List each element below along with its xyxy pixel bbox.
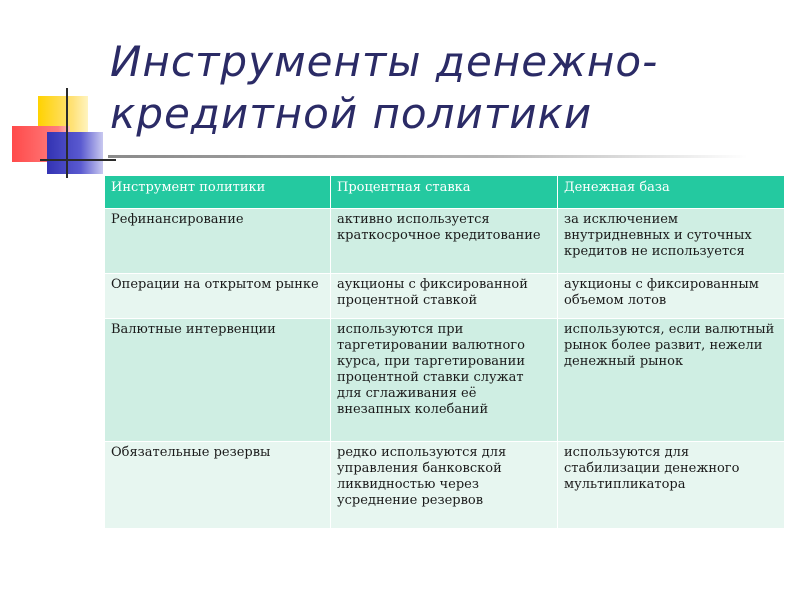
header-instrument: Инструмент политики	[105, 176, 331, 209]
header-interest-rate: Процентная ставка	[331, 176, 558, 209]
cell-base: за исключением внутридневных и суточных кредитов не используется	[558, 209, 785, 274]
cell-instrument: Рефинансирование	[105, 209, 331, 274]
cell-base: используются для стабилизации денежного мультипликатора	[558, 442, 785, 529]
cell-instrument: Обязательные резервы	[105, 442, 331, 529]
cell-rate: используются при таргетировании валютного курса, при таргетировании процентной ставки служат для сглаживания её внезапных колебаний	[331, 319, 558, 442]
decorative-squares-logo	[0, 0, 120, 190]
logo-vertical-line	[66, 88, 68, 178]
header-money-base: Денежная база	[558, 176, 785, 209]
cell-rate: аукционы с фиксированной процентной ставкой	[331, 274, 558, 319]
cell-rate: редко используются для управления банковской ликвидностью через усреднение резервов	[331, 442, 558, 529]
cell-instrument: Валютные интервенции	[105, 319, 331, 442]
logo-horizontal-line	[40, 159, 116, 161]
cell-instrument: Операции на открытом рынке	[105, 274, 331, 319]
table-row	[105, 274, 785, 319]
slide-title: Инструменты денежно-кредитной политики	[110, 37, 659, 138]
table-row	[105, 319, 785, 442]
instruments-table-wrapper	[104, 175, 784, 529]
blue-square	[47, 132, 103, 174]
instruments-table	[104, 175, 785, 529]
cell-base: аукционы с фиксированным объемом лотов	[558, 274, 785, 319]
table-row	[105, 209, 785, 274]
table-row	[105, 442, 785, 529]
title-underline	[108, 155, 748, 158]
cell-rate: активно используется краткосрочное кредитование	[331, 209, 558, 274]
cell-base: используются, если валютный рынок более развит, нежели денежный рынок	[558, 319, 785, 442]
table-header-row	[105, 176, 785, 209]
